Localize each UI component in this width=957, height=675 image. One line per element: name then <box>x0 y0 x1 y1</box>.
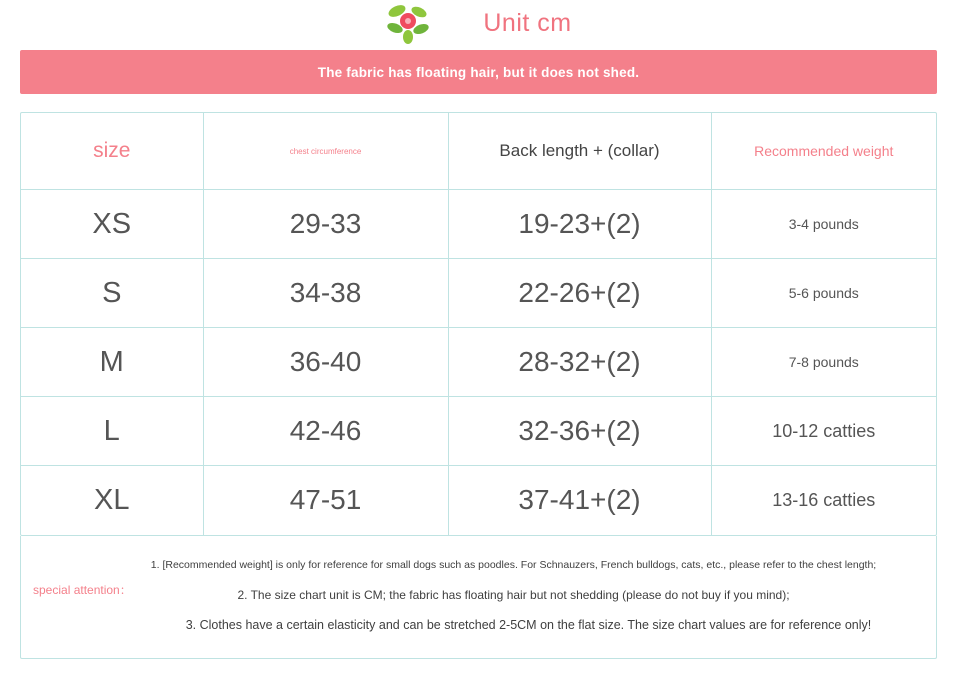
cell-chest: 42-46 <box>203 397 448 466</box>
table-row <box>21 190 936 259</box>
cell-size: XS <box>21 190 203 259</box>
cell-chest: 29-33 <box>203 190 448 259</box>
cell-back-length: 22-26+(2) <box>448 259 711 328</box>
cell-size: XL <box>21 466 203 535</box>
table-row <box>21 397 936 466</box>
flower-icon <box>385 1 431 45</box>
table-row <box>21 328 936 397</box>
table-header-row <box>21 113 936 190</box>
page-title: Unit cm <box>483 8 572 37</box>
note-line-3: 3. Clothes have a certain elasticity and can be stretched 2-5CM on the flat size. The size chart values are for reference only! <box>185 617 872 632</box>
cell-weight: 5-6 pounds <box>711 259 936 328</box>
page-header <box>0 0 957 46</box>
cell-size: M <box>21 328 203 397</box>
cell-size: S <box>21 259 203 328</box>
column-header-chest: chest circumference <box>203 113 448 190</box>
cell-chest: 36-40 <box>203 328 448 397</box>
column-header-back-length: Back length + (collar) <box>448 113 711 190</box>
cell-weight: 7-8 pounds <box>711 328 936 397</box>
column-header-weight: Recommended weight <box>711 113 936 190</box>
cell-back-length: 19-23+(2) <box>448 190 711 259</box>
fabric-notice-banner <box>20 50 937 94</box>
cell-back-length: 32-36+(2) <box>448 397 711 466</box>
cell-size: L <box>21 397 203 466</box>
cell-weight: 13-16 catties <box>772 489 876 510</box>
cell-chest: 34-38 <box>203 259 448 328</box>
cell-weight: 3-4 pounds <box>711 190 936 259</box>
cell-back-length: 28-32+(2) <box>448 328 711 397</box>
note-line-2: 2. The size chart unit is CM; the fabric has floating hair but not shedding (please do not buy if you mind); <box>237 587 790 602</box>
cell-chest: 47-51 <box>203 466 448 535</box>
table-row <box>21 466 936 535</box>
cell-weight: 10-12 catties <box>711 397 936 466</box>
size-chart-table <box>20 112 937 536</box>
special-attention-label: special attention： <box>33 582 132 597</box>
table-row <box>21 259 936 328</box>
banner-text: The fabric has floating hair, but it does not shed. <box>317 64 640 80</box>
cell-back-length: 37-41+(2) <box>448 466 711 535</box>
note-line-1: 1. [Recommended weight] is only for reference for small dogs such as poodles. For Schnauzers, French bulldogs, cats, etc., please refer to the chest length; <box>150 558 877 571</box>
column-header-size: size <box>21 113 203 190</box>
notes-section <box>20 536 937 659</box>
